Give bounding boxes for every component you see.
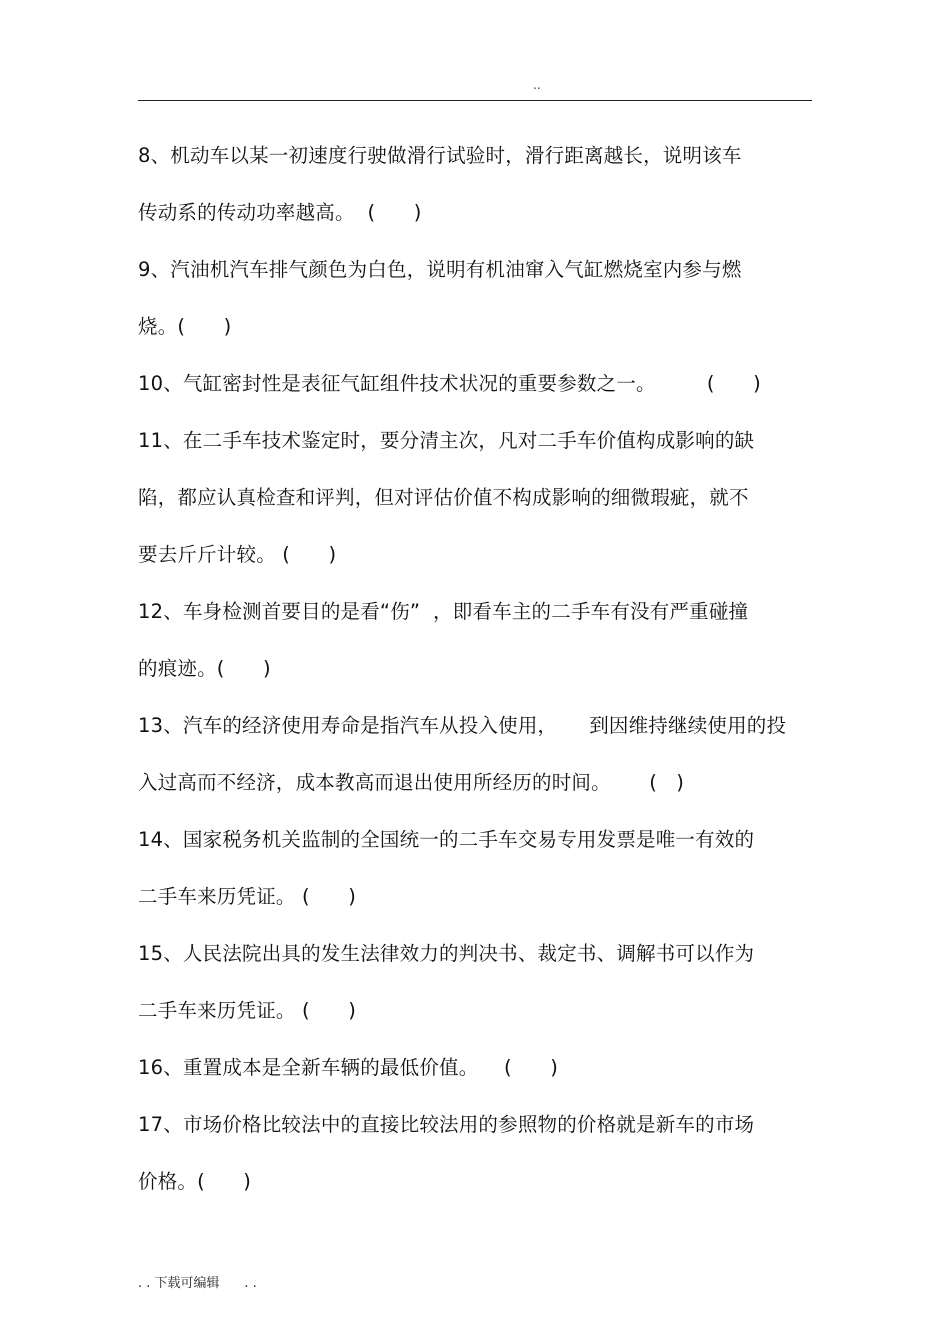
text-line: 二手车来历凭证。 ( ) bbox=[138, 885, 357, 908]
text-line: 16、重置成本是全新车辆的最低价值。 ( ) bbox=[138, 1056, 559, 1079]
text-line: 价格。( ) bbox=[138, 1170, 252, 1193]
text-line: 12、车身检测首要目的是看“伤” ，即看车主的二手车有没有严重碰撞 bbox=[138, 600, 749, 623]
text-line: 的痕迹。( ) bbox=[138, 657, 271, 680]
text-line: 陷，都应认真检查和评判，但对评估价值不构成影响的细微瑕疵，就不 bbox=[138, 486, 749, 509]
text-line: 17、市场价格比较法中的直接比较法用的参照物的价格就是新车的市场 bbox=[138, 1113, 755, 1136]
page-footer: . . 下载可编辑 . . bbox=[138, 1276, 257, 1291]
text-line: 11、在二手车技术鉴定时，要分清主次，凡对二手车价值构成影响的缺 bbox=[138, 429, 755, 452]
text-line: 二手车来历凭证。 ( ) bbox=[138, 999, 357, 1022]
text-line: 10、气缸密封性是表征气缸组件技术状况的重要参数之一。 ( ) bbox=[138, 372, 761, 395]
text-line: 入过高而不经济，成本教高而退出使用所经历的时间。 ( ) bbox=[138, 771, 685, 794]
document-body bbox=[138, 134, 812, 1217]
text-line: 传动系的传动功率越高。 ( ) bbox=[138, 201, 422, 224]
text-line: 14、国家税务机关监制的全国统一的二手车交易专用发票是唯一有效的 bbox=[138, 828, 755, 851]
text-line: 8、机动车以某一初速度行驶做滑行试验时，滑行距离越长，说明该车 bbox=[138, 144, 742, 167]
header-mark: .. bbox=[533, 78, 541, 92]
text-line: 要去斤斤计较。 ( ) bbox=[138, 543, 337, 566]
text-line: 13、汽车的经济使用寿命是指汽车从投入使用， 到因维持继续使用的投 bbox=[138, 714, 787, 737]
text-line: 9、汽油机汽车排气颜色为白色，说明有机油窜入气缸燃烧室内参与燃 bbox=[138, 258, 742, 281]
page-header bbox=[138, 78, 812, 101]
text-line: 烧。( ) bbox=[138, 315, 232, 338]
text-line: 15、人民法院出具的发生法律效力的判决书、裁定书、调解书可以作为 bbox=[138, 942, 755, 965]
